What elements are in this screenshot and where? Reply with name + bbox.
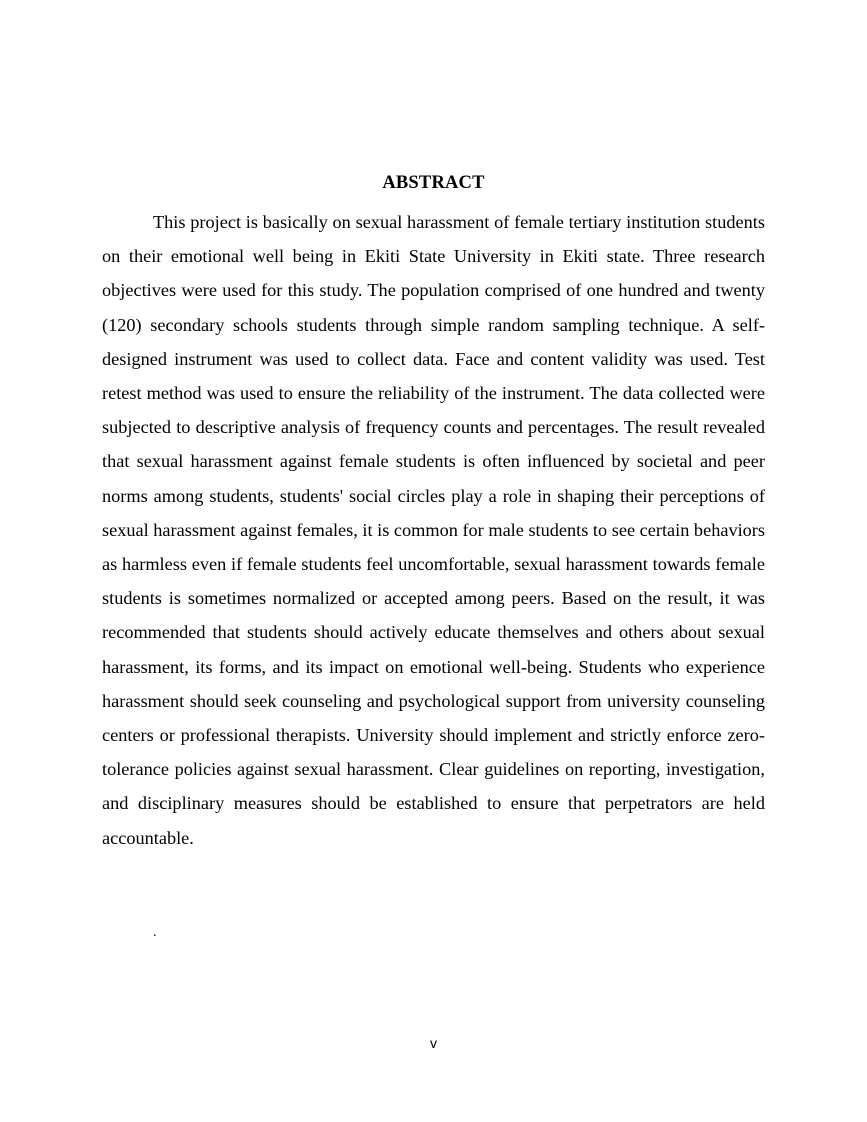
abstract-paragraph: This project is basically on sexual harassment of female tertiary institution students on their emotional well being in Ekiti State University in Ekiti state. Three research objectives were used for this study. The population comprised of one hundred and twenty (120) secondary schools students through simple random sampling technique. A self-designed instrument was used to collect data. Face and content validity was used. Test retest method was used to ensure the reliability of the instrument. The data collected were subjected to descriptive analysis of frequency counts and percentages. The result revealed that sexual harassment against female students is often influenced by societal and peer norms among students, students' social circles play a role in shaping their perceptions of sexual harassment against females, it is common for male students to see certain behaviors as harmless even if female students feel uncomfortable, sexual harassment towards female students is sometimes normalized or accepted among peers. Based on the result, it was recommended that students should actively educate themselves and others about sexual harassment, its forms, and its impact on emotional well-being. Students who experience harassment should seek counseling and psychological support from university counseling centers or professional therapists. University should implement and strictly enforce zero-tolerance policies against sexual harassment. Clear guidelines on reporting, investigation, and disciplinary measures should be established to ensure that perpetrators are held accountable. bbox=[102, 212, 766, 848]
page-number: v bbox=[430, 1035, 437, 1051]
abstract-heading: ABSTRACT bbox=[382, 173, 485, 193]
trailing-mark: . bbox=[153, 925, 157, 940]
